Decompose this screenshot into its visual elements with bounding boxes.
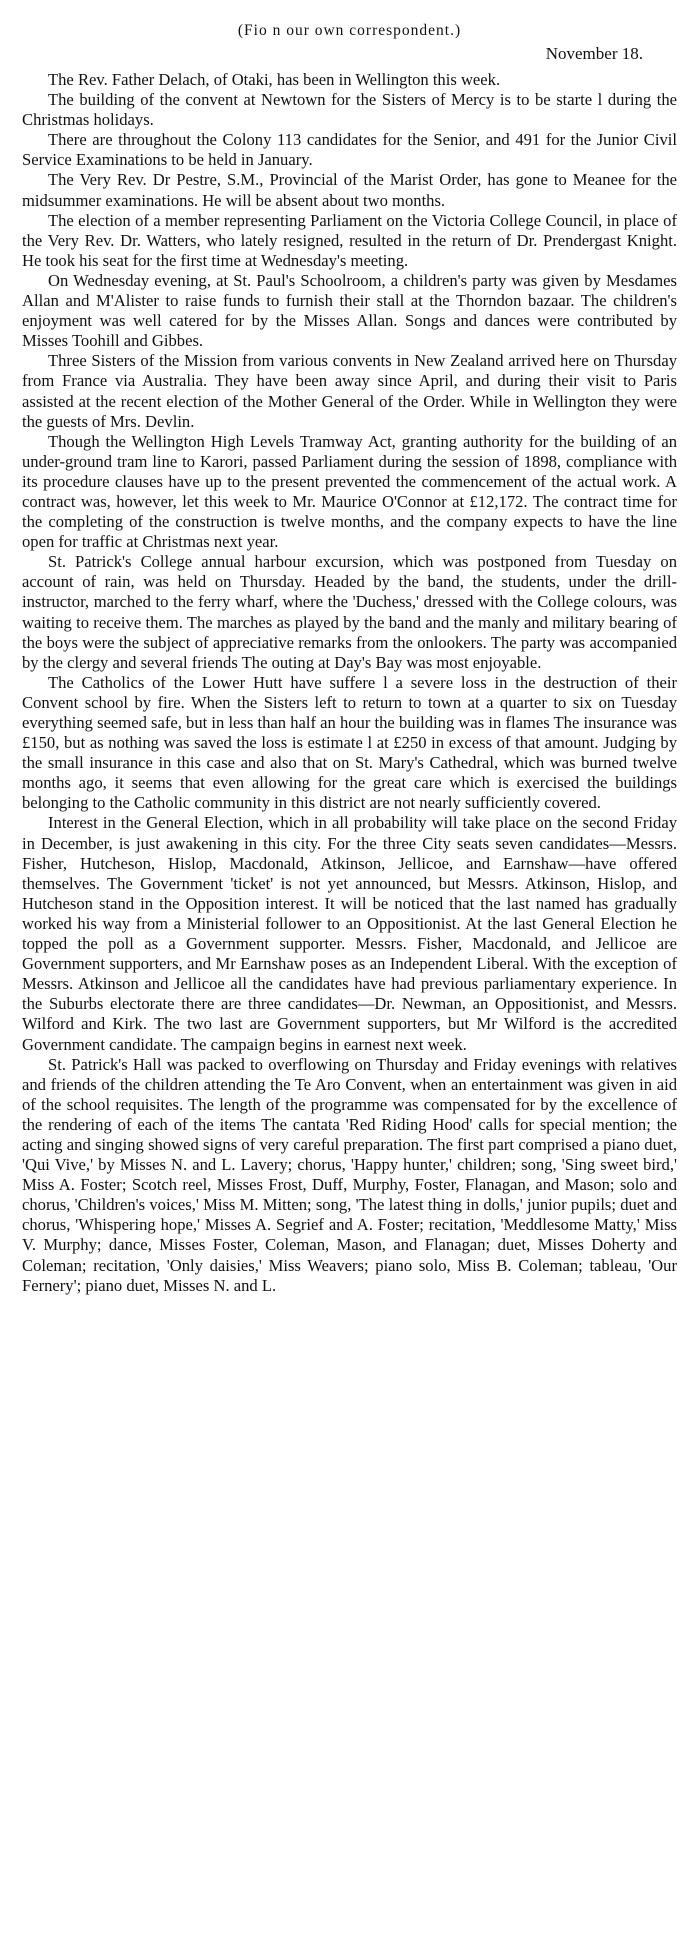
paragraph-father-delach: The Rev. Father Delach, of Otaki, has been in Wellington this week.	[48, 70, 501, 89]
paragraph-st-patricks-hall: St. Patrick's Hall was packed to overflowing on Thursday and Friday evenings with relatives and friends of the children attending the Te Aro Convent, when an entertainment was given in aid of the school requisites. The length of the programme was compensated for by the excellence of the rendering of each of the items The cantata 'Red Riding Hood' calls for special mention; the acting and singing showed signs of very careful preparation. The first part comprised a piano duet, 'Qui Vive,' by Misses N. and L. Lavery; chorus, 'Happy hunter,' children; song, 'Sing sweet bird,' Miss A. Foster; Scotch reel, Misses Frost, Duff, Murphy, Foster, Flanagan, and Mason; solo and chorus, 'Children's voices,' Miss M. Mitten; song, 'The latest thing in dolls,' junior pupils; duet and chorus, 'Whispering hope,' Misses A. Segrief and A. Foster; recitation, 'Meddlesome Matty,' Miss V. Murphy; dance, Misses Foster, Coleman, Mason, and Flanagan; duet, Misses Doherty and Coleman; recitation, 'Only daisies,' Miss Weavers; piano solo, Miss B. Coleman; tableau, 'Our Fernery'; piano duet, Misses N. and L.	[22, 1054, 677, 1295]
paragraph-civil-service-exams: There are throughout the Colony 113 candidates for the Senior, and 491 for the Junior Civil Service Examinations to be held in January.	[22, 130, 677, 170]
paragraph-harbour-excursion: St. Patrick's College annual harbour excursion, which was postponed from Tuesday on account of rain, was held on Thursday. Headed by the band, the students, under the drill-instructor, marched to the ferry wharf, where the 'Duchess,' dressed with the College colours, was waiting to receive them. The marches as played by the band and the manly and military bearing of the boys were the subject of appreciative remarks from the onlookers. The party was accompanied by the clergy and several friends The outing at Day's Bay was most enjoyable.	[22, 552, 677, 672]
paragraph-newtown-convent: The building of the convent at Newtown for the Sisters of Mercy is to be starte l during the Christmas holidays.	[22, 90, 677, 130]
paragraph-sisters-of-mission: Three Sisters of the Mission from various convents in New Zealand arrived here on Thursday from France via Australia. They have been away since April, and during their visit to Paris assisted at the recent election of the Mother General of the Order. While in Wellington they were the guests of Mrs. Devlin.	[22, 351, 677, 431]
paragraph-general-election: Interest in the General Election, which in all probability will take place on the second Friday in December, is just awakening in this city. For the three City seats seven candidates—Messrs. Fisher, Hutcheson, Hislop, Macdonald, Atkinson, Jellicoe, and Earnshaw—have offered themselves. The Government 'ticket' is not yet announced, but Messrs. Atkinson, Hislop, and Hutcheson stand in the Opposition interest. It will be noticed that the last named has gradually worked his way from a Ministerial follower to an Oppositionist. At the last General Election he topped the poll as a Government supporter. Messrs. Fisher, Macdonald, and Jellicoe are Government supporters, and Mr Earnshaw poses as an Independent Liberal. With the exception of Messrs. Atkinson and Jellicoe all the candidates have had previous parliamentary experience. In the Suburbs electorate there are three candidates—Dr. Newman, an Oppositionist, and Messrs. Wilford and Kirk. The two last are Government supporters, but Mr Wilford is the accredited Government candidate. The campaign begins in earnest next week.	[22, 813, 677, 1054]
correspondent-byline: (Fio n our own correspondent.)	[237, 22, 462, 39]
paragraph-victoria-college-council: The election of a member representing Parliament on the Victoria College Council, in place of the Very Rev. Dr. Watters, who lately resigned, resulted in the return of Dr. Prendergast Knight. He took his seat for the first time at Wednesday's meeting.	[22, 210, 677, 270]
paragraph-dr-pestre: The Very Rev. Dr Pestre, S.M., Provincial of the Marist Order, has gone to Meanee for the midsummer examinations. He will be absent about two months.	[22, 170, 677, 210]
paragraph-childrens-party: On Wednesday evening, at St. Paul's Schoolroom, a children's party was given by Mesdames Allan and M'Alister to raise funds to furnish their stall at the Thorndon bazaar. The children's enjoyment was well catered for by the Misses Allan. Songs and dances were contributed by Misses Toohill and Gibbes.	[22, 270, 677, 351]
article-date: November 18.	[545, 44, 643, 63]
paragraph-tramway-act: Though the Wellington High Levels Tramway Act, granting authority for the building of an under-ground tram line to Karori, passed Parliament during the session of 1898, compliance with its procedure clauses have up to the present prevented the commencement of the actual work. A contract was, however, let this week to Mr. Maurice O'Connor at £12,172. The contract time for the completing of the construction is twelve months, and the company expects to have the line open for traffic at Christmas next year.	[22, 431, 677, 552]
paragraph-lower-hutt-fire: The Catholics of the Lower Hutt have suffere l a severe loss in the destruction of their Convent school by fire. When the Sisters left to return to town at a quarter to six on Tuesday everything seemed safe, but in less than half an hour the building was in flames The insurance was £150, but as nothing was saved the loss is estimate l at £250 in excess of that amount. Judging by the small insurance in this case and also that on St. Mary's Cathedral, which was burned twelve months ago, it seems that even allowing for the great care which is exercised the buildings belonging to the Catholic community in this district are not nearly sufficiently covered.	[22, 672, 677, 813]
